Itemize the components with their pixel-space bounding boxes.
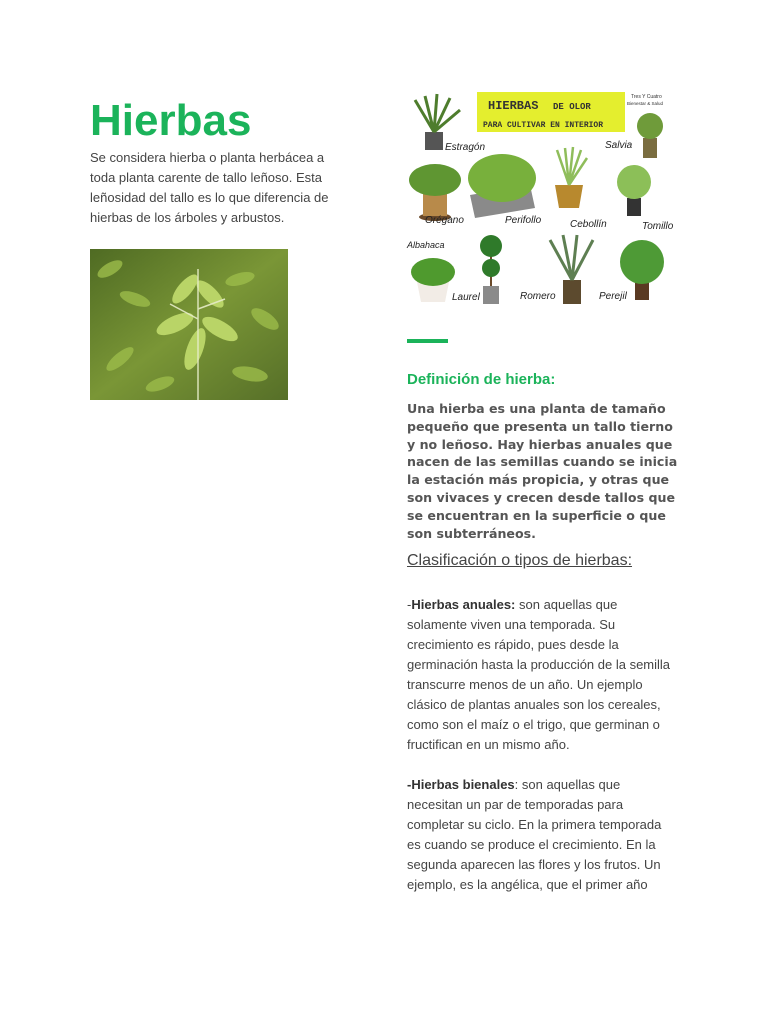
accent-divider: [407, 339, 448, 343]
definition-body: Una hierba es una planta de tamaño pequeño que presenta un tallo tierno y no leñoso. Hay hierbas anuales que nacen de las semillas cuando se inicia la estación más propicia, y otras que son vivaces y crecen desde tallos que se encuentran en la superficie o que son subterráneos.: [407, 401, 678, 541]
plant-label-tomillo: Tomillo: [642, 221, 674, 232]
plant-label-estragon: Estragón: [445, 142, 486, 153]
plant-label-oregano: Orégano: [425, 215, 464, 226]
classification-heading: Clasificación o tipos de hierbas:: [407, 552, 633, 569]
annual-prefix: -: [407, 597, 412, 612]
page-title: Hierbas: [90, 96, 252, 145]
plant-label-cebollin: Cebollín: [570, 219, 607, 230]
annual-herbs-label: Hierbas anuales:: [411, 597, 516, 612]
plant-label-perejil: Perejil: [599, 291, 627, 302]
biennial-herbs-label: -Hierbas bienales: [407, 777, 515, 792]
perifollo-plant-icon: [468, 154, 536, 218]
plant-label-albahaca: Albahaca: [407, 240, 445, 250]
definition-heading: Definición de hierba:: [407, 371, 556, 388]
paragraph-biennial-herbs: [407, 775, 677, 895]
paragraph-annual-herbs: [407, 595, 677, 755]
biennial-herbs-text: : son aquellas que necesitan un par de temporadas para completar su ciclo. En la primera temporada es cuando se produce el crecimiento. En la segunda aparecen las flores y los frutos. Un ejemplo, es la angélica, que el primer año: [407, 777, 662, 892]
nettle-plant-photo: [90, 249, 288, 400]
annual-herbs-text: son aquellas que solamente viven una temporada. Su crecimiento es rápido, pues desde la germinación hasta la producción de la semilla transcurre menos de un año. Un ejemplo clásico de plantas anuales son los cereales, como son el maíz o el trigo, que germinan o fructifican en un mismo año.: [407, 597, 671, 752]
plant-label-laurel: Laurel: [452, 292, 480, 303]
laurel-plant-icon: [480, 235, 502, 304]
herbs-infographic: [405, 90, 677, 310]
intro-paragraph: Se considera hierba o planta herbácea a toda planta carente de tallo leñoso. Esta leñosidad del tallo es lo que diferencia de hierbas de los árboles y arbustos.: [90, 150, 329, 225]
infographic-subtitle: PARA CULTIVAR EN INTERIOR: [483, 121, 604, 130]
infographic-credit-2: Bienestar & Salud: [627, 101, 664, 106]
plant-label-perifollo: Perifollo: [505, 215, 542, 226]
plant-label-romero: Romero: [520, 291, 556, 302]
infographic-title: HIERBAS: [488, 99, 539, 113]
infographic-title-suffix: DE OLOR: [553, 102, 591, 112]
infographic-credit-1: Tres Y Cuatro: [631, 94, 662, 100]
plant-label-salvia: Salvia: [605, 140, 633, 151]
